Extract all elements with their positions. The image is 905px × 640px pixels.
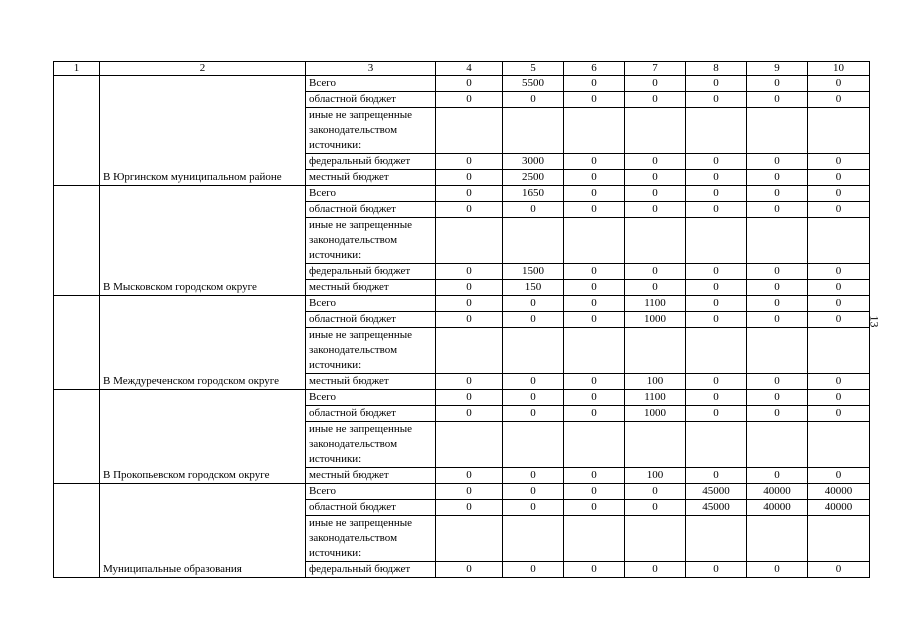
value-cell: 0 [503, 468, 564, 484]
funding-source-label: областной бюджет [306, 500, 436, 516]
value-cell: 0 [625, 186, 686, 202]
funding-source-label: Всего [306, 76, 436, 92]
value-cell: 0 [625, 92, 686, 108]
value-cell: 40000 [747, 484, 808, 500]
value-cell: 0 [625, 264, 686, 280]
value-cell: 100 [625, 374, 686, 390]
value-cell: 0 [747, 468, 808, 484]
value-cell: 0 [564, 500, 625, 516]
funding-source-label: иные не запрещенные законодательством источники: [306, 218, 436, 264]
value-cell: 0 [625, 170, 686, 186]
header-cell: 5 [503, 62, 564, 76]
funding-source-label: иные не запрещенные законодательством источники: [306, 422, 436, 468]
funding-source-label: Всего [306, 390, 436, 406]
value-cell [808, 422, 870, 468]
header-cell: 10 [808, 62, 870, 76]
value-cell: 0 [564, 186, 625, 202]
value-cell: 0 [686, 374, 747, 390]
value-cell: 0 [808, 154, 870, 170]
value-cell [625, 108, 686, 154]
value-cell: 0 [436, 264, 503, 280]
value-cell: 0 [503, 500, 564, 516]
funding-source-label: областной бюджет [306, 312, 436, 328]
value-cell: 0 [747, 154, 808, 170]
header-cell: 3 [306, 62, 436, 76]
value-cell: 1000 [625, 312, 686, 328]
value-cell [686, 422, 747, 468]
value-cell [436, 218, 503, 264]
value-cell: 0 [808, 374, 870, 390]
funding-source-label: федеральный бюджет [306, 154, 436, 170]
value-cell: 0 [808, 76, 870, 92]
value-cell: 0 [436, 280, 503, 296]
value-cell: 0 [503, 92, 564, 108]
value-cell: 0 [747, 312, 808, 328]
value-cell: 0 [436, 186, 503, 202]
value-cell: 45000 [686, 484, 747, 500]
funding-source-label: федеральный бюджет [306, 562, 436, 578]
value-cell: 0 [564, 468, 625, 484]
value-cell: 40000 [808, 484, 870, 500]
value-cell: 0 [564, 92, 625, 108]
value-cell: 0 [564, 280, 625, 296]
value-cell: 0 [436, 202, 503, 218]
value-cell: 0 [747, 186, 808, 202]
value-cell: 40000 [747, 500, 808, 516]
funding-source-label: Всего [306, 186, 436, 202]
funding-source-label: местный бюджет [306, 280, 436, 296]
value-cell [625, 328, 686, 374]
value-cell: 0 [686, 390, 747, 406]
value-cell: 0 [436, 406, 503, 422]
value-cell [686, 108, 747, 154]
funding-source-label: местный бюджет [306, 468, 436, 484]
table-row [54, 390, 870, 406]
page-number: 13 [867, 315, 882, 328]
budget-table [53, 61, 870, 578]
value-cell: 0 [808, 280, 870, 296]
value-cell: 0 [436, 484, 503, 500]
value-cell: 0 [747, 280, 808, 296]
value-cell: 0 [625, 154, 686, 170]
value-cell [747, 218, 808, 264]
row-number-cell [54, 186, 100, 296]
value-cell: 0 [747, 296, 808, 312]
value-cell: 0 [686, 296, 747, 312]
funding-source-label: иные не запрещенные законодательством источники: [306, 328, 436, 374]
value-cell [808, 328, 870, 374]
value-cell: 0 [564, 296, 625, 312]
value-cell [564, 218, 625, 264]
value-cell [747, 422, 808, 468]
row-number-cell [54, 484, 100, 578]
value-cell: 1500 [503, 264, 564, 280]
value-cell: 0 [436, 390, 503, 406]
value-cell: 0 [686, 92, 747, 108]
funding-source-label: иные не запрещенные законодательством источники: [306, 108, 436, 154]
value-cell: 1100 [625, 390, 686, 406]
value-cell: 0 [503, 390, 564, 406]
value-cell: 0 [436, 312, 503, 328]
value-cell: 0 [436, 76, 503, 92]
value-cell [686, 516, 747, 562]
value-cell: 0 [436, 92, 503, 108]
value-cell [625, 422, 686, 468]
value-cell: 0 [686, 186, 747, 202]
value-cell: 0 [808, 202, 870, 218]
header-row [54, 62, 870, 76]
value-cell [436, 108, 503, 154]
value-cell: 0 [747, 92, 808, 108]
value-cell [503, 328, 564, 374]
value-cell: 0 [808, 186, 870, 202]
value-cell: 0 [564, 406, 625, 422]
value-cell: 0 [503, 312, 564, 328]
value-cell: 0 [808, 170, 870, 186]
row-number-cell [54, 296, 100, 390]
value-cell: 0 [747, 562, 808, 578]
funding-source-label: областной бюджет [306, 406, 436, 422]
value-cell: 0 [686, 562, 747, 578]
municipality-name: В Мысковском городском округе [100, 186, 306, 296]
table-row [54, 296, 870, 312]
value-cell: 2500 [503, 170, 564, 186]
value-cell [808, 108, 870, 154]
header-cell: 4 [436, 62, 503, 76]
municipality-name: Муниципальные образования [100, 484, 306, 578]
funding-source-label: областной бюджет [306, 92, 436, 108]
funding-source-label: иные не запрещенные законодательством источники: [306, 516, 436, 562]
value-cell: 0 [625, 76, 686, 92]
value-cell [625, 218, 686, 264]
value-cell [564, 108, 625, 154]
value-cell: 0 [564, 202, 625, 218]
value-cell [436, 422, 503, 468]
value-cell: 0 [564, 154, 625, 170]
header-cell: 1 [54, 62, 100, 76]
value-cell: 1100 [625, 296, 686, 312]
value-cell: 0 [436, 154, 503, 170]
value-cell [686, 328, 747, 374]
value-cell: 0 [503, 562, 564, 578]
funding-source-label: Всего [306, 484, 436, 500]
value-cell [503, 218, 564, 264]
value-cell: 3000 [503, 154, 564, 170]
municipality-name: В Прокопьевском городском округе [100, 390, 306, 484]
value-cell: 0 [747, 170, 808, 186]
row-number-cell [54, 390, 100, 484]
header-cell: 9 [747, 62, 808, 76]
value-cell: 0 [503, 406, 564, 422]
value-cell: 0 [564, 76, 625, 92]
header-cell: 6 [564, 62, 625, 76]
value-cell: 0 [625, 280, 686, 296]
value-cell: 0 [747, 76, 808, 92]
funding-source-label: местный бюджет [306, 374, 436, 390]
value-cell: 0 [503, 374, 564, 390]
value-cell: 0 [686, 468, 747, 484]
municipality-name: В Междуреченском городском округе [100, 296, 306, 390]
value-cell: 0 [564, 374, 625, 390]
value-cell: 0 [436, 374, 503, 390]
value-cell: 0 [808, 390, 870, 406]
row-number-cell [54, 76, 100, 186]
value-cell: 0 [686, 76, 747, 92]
value-cell: 0 [625, 562, 686, 578]
value-cell: 0 [686, 264, 747, 280]
value-cell: 0 [503, 296, 564, 312]
value-cell: 0 [747, 406, 808, 422]
value-cell: 40000 [808, 500, 870, 516]
value-cell: 0 [747, 374, 808, 390]
value-cell: 0 [503, 202, 564, 218]
value-cell: 0 [808, 92, 870, 108]
value-cell: 0 [747, 202, 808, 218]
value-cell: 0 [503, 484, 564, 500]
value-cell: 0 [625, 484, 686, 500]
funding-source-label: местный бюджет [306, 170, 436, 186]
value-cell: 0 [564, 562, 625, 578]
value-cell: 0 [625, 500, 686, 516]
value-cell: 0 [686, 154, 747, 170]
funding-source-label: Всего [306, 296, 436, 312]
value-cell [564, 422, 625, 468]
value-cell [503, 422, 564, 468]
value-cell: 0 [564, 484, 625, 500]
value-cell: 0 [564, 312, 625, 328]
value-cell: 0 [564, 170, 625, 186]
value-cell: 0 [625, 202, 686, 218]
funding-source-label: федеральный бюджет [306, 264, 436, 280]
value-cell [436, 328, 503, 374]
value-cell: 0 [436, 562, 503, 578]
municipality-name: В Юргинском муниципальном районе [100, 76, 306, 186]
value-cell: 0 [436, 170, 503, 186]
value-cell: 0 [686, 202, 747, 218]
value-cell: 0 [686, 312, 747, 328]
value-cell [808, 516, 870, 562]
value-cell: 45000 [686, 500, 747, 516]
value-cell: 0 [564, 390, 625, 406]
value-cell [503, 516, 564, 562]
value-cell: 1650 [503, 186, 564, 202]
value-cell: 0 [808, 264, 870, 280]
value-cell: 0 [808, 562, 870, 578]
table-row [54, 76, 870, 92]
header-cell: 7 [625, 62, 686, 76]
value-cell [686, 218, 747, 264]
value-cell: 0 [686, 280, 747, 296]
value-cell [564, 328, 625, 374]
value-cell [747, 328, 808, 374]
value-cell: 0 [808, 312, 870, 328]
value-cell [436, 516, 503, 562]
funding-source-label: областной бюджет [306, 202, 436, 218]
value-cell: 0 [808, 296, 870, 312]
table-row [54, 484, 870, 500]
header-cell: 2 [100, 62, 306, 76]
value-cell [808, 218, 870, 264]
table-body [54, 76, 870, 578]
value-cell: 0 [747, 264, 808, 280]
value-cell: 0 [747, 390, 808, 406]
value-cell: 0 [436, 468, 503, 484]
value-cell [747, 108, 808, 154]
value-cell: 0 [686, 406, 747, 422]
value-cell: 5500 [503, 76, 564, 92]
value-cell [564, 516, 625, 562]
value-cell: 0 [436, 296, 503, 312]
header-cell: 8 [686, 62, 747, 76]
value-cell: 100 [625, 468, 686, 484]
value-cell: 0 [808, 406, 870, 422]
value-cell: 0 [436, 500, 503, 516]
value-cell [503, 108, 564, 154]
value-cell: 150 [503, 280, 564, 296]
table-row [54, 186, 870, 202]
value-cell: 0 [564, 264, 625, 280]
value-cell: 1000 [625, 406, 686, 422]
value-cell: 0 [808, 468, 870, 484]
value-cell [625, 516, 686, 562]
value-cell: 0 [686, 170, 747, 186]
value-cell [747, 516, 808, 562]
